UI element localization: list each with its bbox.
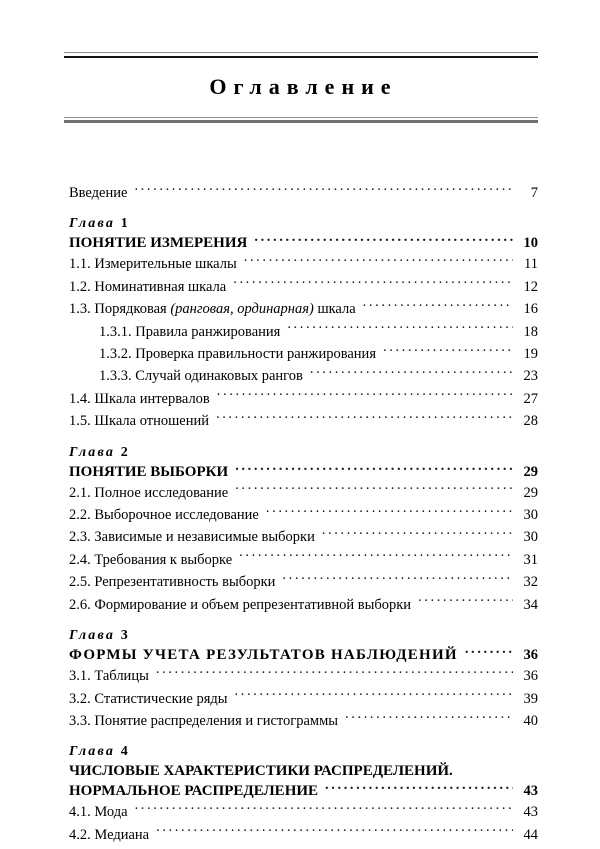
chapter-label (69, 627, 538, 645)
page-number: 36 (523, 668, 538, 685)
toc-entry-label: 2.5. Репрезентативность выборки (69, 574, 276, 591)
page-number: 7 (530, 185, 538, 201)
dot-leader (322, 527, 513, 541)
toc-entry-label: ФОРМЫ УЧЕТА РЕЗУЛЬТАТОВ НАБЛЮДЕНИЙ (69, 647, 458, 664)
toc-entry[interactable] (69, 388, 538, 410)
page-number: 12 (523, 278, 538, 295)
dot-leader (235, 689, 514, 703)
page-number: 23 (523, 368, 538, 385)
dot-leader (244, 254, 513, 268)
page-number: 30 (523, 529, 538, 546)
toc-entry[interactable] (69, 276, 538, 298)
dot-leader (310, 366, 513, 380)
page-title: Оглавление (209, 74, 398, 99)
toc-entry[interactable] (69, 688, 538, 710)
dot-leader (254, 233, 513, 247)
chapter-heading-entry[interactable] (69, 233, 538, 253)
toc-entry[interactable] (99, 365, 538, 387)
dot-leader (235, 483, 513, 497)
toc-entry-label: 1.5. Шкала отношений (69, 413, 209, 430)
label-part-italic: (ранговая, ординарная) (170, 301, 314, 318)
toc-entry-label: 3.3. Понятие распределения и гистограммы (69, 712, 339, 729)
label-part-after: шкала (313, 301, 356, 318)
toc-entry-label: 3.1. Таблицы (69, 668, 149, 685)
dot-leader (325, 781, 513, 795)
toc-entry-label: 2.4. Требования к выборке (69, 551, 233, 568)
chapter-label (69, 215, 538, 233)
label-part-before: 1.3. Порядковая (69, 301, 171, 318)
page-number: 10 (523, 235, 538, 252)
chapter-word: Глава (69, 628, 116, 644)
toc-entry[interactable] (69, 801, 538, 823)
dot-leader (156, 666, 513, 680)
toc-entry-label: 4.1. Мода (69, 804, 128, 821)
toc-entry[interactable] (69, 504, 538, 526)
dot-leader (282, 572, 513, 586)
toc-entry-label: 1.1. Измерительные шкалы (69, 256, 237, 273)
page-number: 16 (523, 301, 538, 318)
page-number: 40 (523, 712, 538, 729)
page-number: 18 (523, 323, 538, 340)
toc-entry[interactable] (69, 482, 538, 504)
chapter-number: 2 (120, 444, 128, 460)
toc-entry[interactable] (69, 594, 538, 616)
chapter-heading-entry[interactable] (69, 462, 538, 482)
page-number: 44 (523, 826, 538, 843)
page-number: 39 (523, 690, 538, 707)
toc-entry[interactable] (69, 549, 538, 571)
page-number: 29 (523, 463, 538, 480)
toc-entry-label: 3.2. Статистические ряды (69, 690, 228, 707)
toc-entry[interactable] (69, 665, 538, 687)
toc-entry-label: 2.3. Зависимые и независимые выборки (69, 529, 315, 546)
chapter-word: Глава (69, 444, 116, 460)
page-number: 43 (523, 783, 538, 800)
toc-entry[interactable] (69, 182, 538, 204)
chapter-label (69, 444, 538, 462)
toc-entry[interactable] (69, 710, 538, 732)
toc-entry[interactable] (69, 526, 538, 548)
page-number: 29 (523, 484, 538, 501)
dot-leader (266, 505, 513, 519)
dot-leader (287, 322, 513, 336)
toc-entry-label: Введение (69, 185, 128, 201)
chapter-number: 1 (120, 216, 128, 232)
rule-thick-lower (64, 56, 538, 58)
header-rule-bottom (64, 117, 538, 123)
header-rule-top (64, 52, 538, 58)
dot-leader (465, 645, 513, 659)
chapter-word: Глава (69, 744, 116, 760)
dot-leader (239, 550, 513, 564)
chapter-number: 4 (120, 744, 128, 760)
page-number: 31 (523, 551, 538, 568)
toc-entry[interactable] (69, 410, 538, 432)
page-number: 43 (523, 804, 538, 821)
toc-entry-label: ПОНЯТИЕ ВЫБОРКИ (69, 463, 229, 480)
page-number: 30 (523, 507, 538, 524)
toc-entry[interactable] (69, 571, 538, 593)
chapter-heading-line-1: ЧИСЛОВЫЕ ХАРАКТЕРИСТИКИ РАСПРЕДЕЛЕНИЙ. (69, 763, 453, 780)
toc-entry-label: 1.3.2. Проверка правильности ранжирования (99, 346, 376, 363)
toc-entry-label: 4.2. Медиана (69, 826, 150, 843)
rule-thick-lower (64, 120, 538, 123)
page-number: 11 (524, 256, 538, 273)
chapter-heading-entry[interactable] (69, 781, 538, 801)
dot-leader (134, 183, 513, 197)
toc-entry-label: НОРМАЛЬНОЕ РАСПРЕДЕЛЕНИЕ (69, 783, 319, 800)
page-number: 19 (523, 346, 538, 363)
page-number: 36 (523, 647, 538, 664)
toc-entry[interactable] (69, 824, 538, 846)
toc-entry[interactable] (69, 253, 538, 275)
toc-entry-label: 1.3.1. Правила ранжирования (99, 323, 281, 340)
page-number: 32 (523, 574, 538, 591)
toc-entry[interactable] (99, 321, 538, 343)
dot-leader (345, 711, 513, 725)
chapter-heading-entry[interactable] (69, 645, 538, 665)
toc-entry-label: 2.6. Формирование и объем репрезентативной выборки (69, 596, 412, 613)
page-number: 27 (523, 390, 538, 407)
toc-entry[interactable] (99, 343, 538, 365)
toc-entry-label: ПОНЯТИЕ ИЗМЕРЕНИЯ (69, 235, 248, 252)
dot-leader (383, 344, 513, 358)
chapter-word: Глава (69, 216, 116, 232)
dot-leader (156, 825, 513, 839)
toc-entry-label: 2.2. Выборочное исследование (69, 507, 259, 524)
toc-entry-label: 1.2. Номинативная шкала (69, 278, 227, 295)
toc-entry-label (69, 298, 363, 320)
dot-leader (233, 277, 513, 291)
page-number: 28 (523, 413, 538, 430)
toc-entry-label: 1.4. Шкала интервалов (69, 390, 210, 407)
toc-entry-label: 1.3.3. Случай одинаковых рангов (99, 368, 303, 385)
dot-leader (363, 299, 513, 313)
dot-leader (216, 411, 513, 425)
toc-entry-label: 2.1. Полное исследование (69, 484, 229, 501)
dot-leader (217, 389, 513, 403)
chapter-number: 3 (120, 628, 128, 644)
dot-leader (135, 802, 513, 816)
toc-entry-list (69, 182, 538, 846)
dot-leader (235, 462, 513, 476)
page-number: 34 (523, 596, 538, 613)
dot-leader (418, 595, 513, 609)
chapter-label (69, 743, 538, 761)
toc-entry[interactable] (69, 298, 538, 320)
